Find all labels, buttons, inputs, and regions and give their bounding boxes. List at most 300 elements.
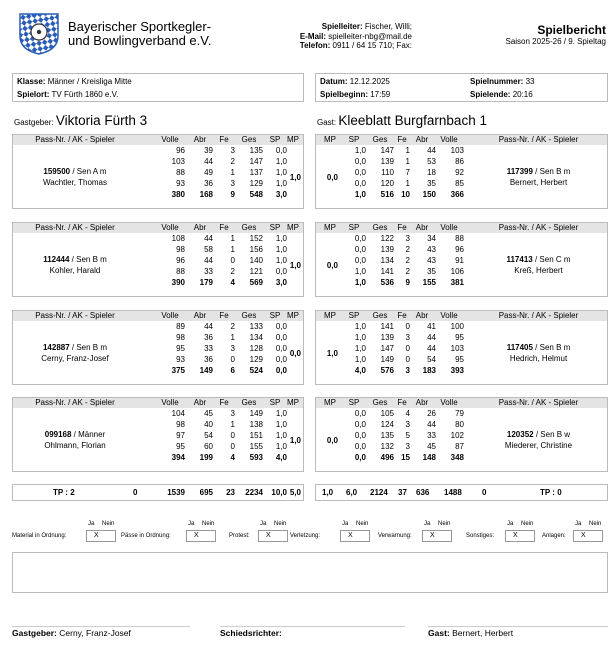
check-box[interactable]: X	[186, 530, 216, 542]
home-lane-value: 49	[204, 168, 213, 177]
home-total-abr: 695	[199, 488, 213, 497]
home-total-value: 3,0	[275, 190, 287, 199]
home-lane-value: 98	[176, 420, 185, 429]
home-col-header: Abr	[193, 398, 207, 407]
away-lane-value: 149	[380, 355, 394, 364]
age-class: / Männer	[71, 430, 106, 439]
away-total-value: 536	[380, 278, 394, 287]
home-lane-value: 96	[176, 146, 185, 155]
away-mp: 1,0	[326, 349, 338, 358]
away-lane-value: 80	[455, 420, 464, 429]
away-lane-value: 87	[455, 442, 464, 451]
away-col-header: MP	[324, 398, 336, 407]
home-tp: TP : 2	[53, 488, 75, 497]
away-lane-value: 44	[427, 333, 436, 342]
away-total-fe: 37	[398, 488, 407, 497]
bskv-logo	[16, 10, 62, 56]
check-label: Sonstiges:	[466, 533, 495, 539]
home-lane-value: 0,0	[275, 333, 287, 342]
home-lane-value: 44	[204, 322, 213, 331]
away-total-ges: 2124	[370, 488, 388, 497]
home-lane-value: 0	[230, 431, 235, 440]
away-total-value: 9	[405, 278, 410, 287]
away-lane-value: 35	[427, 179, 436, 188]
home-total-value: 548	[249, 190, 263, 199]
check-ja-label: Ja	[342, 521, 349, 527]
home-col-header: Volle	[161, 135, 179, 144]
away-lane-value: 34	[427, 234, 436, 243]
away-lane-value: 33	[427, 431, 436, 440]
away-player-block	[315, 222, 608, 297]
home-lane-value: 58	[204, 245, 213, 254]
away-col-header: Abr	[415, 223, 429, 232]
home-signature: Gastgeber: Cerny, Franz-Josef	[12, 626, 190, 638]
home-mp: 1,0	[289, 261, 301, 270]
home-lane-value: 95	[176, 344, 185, 353]
age-class: / Sen B m	[532, 167, 571, 176]
away-lane-value: 105	[380, 409, 394, 418]
away-col-header: Volle	[440, 135, 458, 144]
home-total-value: 593	[249, 453, 263, 462]
check-box[interactable]: X	[86, 530, 116, 542]
away-total-value: 348	[450, 453, 464, 462]
home-lane-value: 104	[171, 409, 185, 418]
home-total-value: 569	[249, 278, 263, 287]
away-header-row	[316, 223, 607, 233]
home-lane-value: 33	[204, 267, 213, 276]
home-player-name: Cerny, Franz-Josef	[41, 354, 109, 363]
home-total-value: 375	[171, 366, 185, 375]
home-lane-value: 40	[204, 420, 213, 429]
away-col-header: Volle	[440, 223, 458, 232]
away-lane-value: 44	[427, 420, 436, 429]
away-total-value: 155	[422, 278, 436, 287]
away-total-value: 1,0	[354, 278, 366, 287]
away-col-header: MP	[324, 135, 336, 144]
check-nein-label: Nein	[274, 521, 287, 527]
away-total-sp: 6,0	[346, 488, 358, 497]
away-lane-value: 0,0	[354, 256, 366, 265]
home-total-value: 390	[171, 278, 185, 287]
home-lane-value: 0,0	[275, 267, 287, 276]
away-total-value: 393	[450, 366, 464, 375]
away-lane-value: 0,0	[354, 168, 366, 177]
away-player-pass	[468, 343, 609, 353]
away-lane-value: 45	[427, 442, 436, 451]
away-total-value: 183	[422, 366, 436, 375]
home-total-volle: 1539	[167, 488, 185, 497]
home-header-row	[13, 135, 303, 145]
home-col-header: Fe	[219, 398, 229, 407]
away-lane-value: 110	[381, 168, 394, 177]
away-col-header: Fe	[397, 311, 407, 320]
home-lane-value: 135	[249, 146, 263, 155]
away-lane-value: 43	[427, 245, 436, 254]
home-lane-value: 1,0	[275, 409, 287, 418]
check-box[interactable]: X	[258, 530, 288, 542]
home-lane-value: 103	[171, 157, 185, 166]
away-lane-value: 35	[427, 267, 436, 276]
away-col-header: Pass-Nr. / AK - Spieler	[498, 135, 579, 144]
away-lane-value: 100	[450, 322, 464, 331]
away-lane-value: 124	[380, 420, 394, 429]
age-class: / Sen B m	[532, 343, 571, 352]
org-title: Bayerischer Sportkegler- und Bowlingverband e.V.	[68, 19, 212, 48]
remarks-box[interactable]	[12, 552, 608, 593]
home-player-block	[12, 310, 304, 385]
home-col-header: Ges	[241, 223, 257, 232]
home-player-pass	[13, 343, 137, 353]
away-lane-value: 0,0	[354, 157, 366, 166]
away-col-header: MP	[324, 311, 336, 320]
pass-number: 120352	[506, 430, 534, 439]
check-label: Anlagen:	[542, 533, 566, 539]
home-col-header: Pass-Nr. / AK - Spieler	[35, 135, 115, 144]
away-col-header: Volle	[440, 311, 458, 320]
home-lane-value: 1,0	[275, 179, 287, 188]
away-lane-value: 88	[455, 234, 464, 243]
home-total-sp: 10,0	[271, 488, 287, 497]
home-col-header: Abr	[193, 311, 207, 320]
away-lane-value: 103	[450, 344, 464, 353]
away-lane-value: 4	[405, 409, 410, 418]
away-lane-value: 102	[450, 431, 464, 440]
check-ja-label: Ja	[424, 521, 431, 527]
home-total-value: 4	[230, 453, 235, 462]
home-lane-value: 0	[230, 442, 235, 451]
away-lane-value: 43	[427, 256, 436, 265]
class-info-box: Klasse: Männer / Kreisliga Mitte Spielort: TV Fürth 1860 e.V.	[12, 73, 304, 102]
home-lane-value: 140	[249, 256, 263, 265]
away-player-name: Kreß, Herbert	[514, 266, 563, 275]
away-lane-value: 139	[380, 333, 394, 342]
home-lane-value: 44	[204, 256, 213, 265]
check-ja-label: Ja	[260, 521, 267, 527]
away-mp: 0,0	[326, 173, 338, 182]
home-total-value: 4	[230, 278, 235, 287]
home-lane-value: 1,0	[275, 442, 287, 451]
away-extra: 0	[482, 488, 487, 497]
home-total-value: 168	[199, 190, 213, 199]
away-tp: TP : 0	[540, 488, 562, 497]
home-lane-value: 36	[204, 355, 213, 364]
home-total-value: 4,0	[275, 453, 287, 462]
away-col-header: Volle	[440, 398, 458, 407]
away-total-value: 10	[401, 190, 410, 199]
home-lane-value: 0	[230, 256, 235, 265]
check-label: Verwarnung:	[378, 533, 412, 539]
home-lane-value: 3	[230, 344, 235, 353]
home-col-header: SP	[269, 223, 281, 232]
away-lane-value: 1	[405, 179, 410, 188]
away-lane-value: 1,0	[354, 322, 366, 331]
away-lane-value: 53	[427, 157, 436, 166]
home-lane-value: 133	[249, 322, 263, 331]
home-header-row	[13, 223, 303, 233]
home-totals-bar	[12, 484, 304, 501]
home-total-value: 524	[249, 366, 263, 375]
away-total-value: 366	[450, 190, 464, 199]
home-lane-value: 1	[230, 168, 235, 177]
away-lane-value: 135	[380, 431, 394, 440]
home-col-header: Pass-Nr. / AK - Spieler	[35, 311, 115, 320]
age-class: / Sen B m	[69, 255, 107, 264]
away-lane-value: 2	[405, 245, 410, 254]
away-lane-value: 134	[380, 256, 394, 265]
away-col-header: Fe	[397, 223, 407, 232]
home-lane-value: 93	[176, 355, 185, 364]
check-box[interactable]: X	[505, 530, 535, 542]
home-lane-value: 95	[176, 442, 185, 451]
home-lane-value: 1,0	[275, 431, 287, 440]
away-lane-value: 95	[455, 355, 464, 364]
away-mp: 0,0	[326, 436, 338, 445]
away-lane-value: 0,0	[354, 234, 366, 243]
away-lane-value: 79	[455, 409, 464, 418]
check-box[interactable]: X	[573, 530, 603, 542]
home-player-pass	[13, 430, 137, 440]
home-lane-value: 88	[176, 267, 185, 276]
away-col-header: Ges	[372, 135, 388, 144]
away-total-mp: 1,0	[322, 488, 334, 497]
pass-number: 159500	[43, 167, 71, 176]
away-col-header: Ges	[372, 311, 388, 320]
home-lane-value: 108	[171, 234, 185, 243]
home-lane-value: 45	[204, 409, 213, 418]
check-box[interactable]: X	[422, 530, 452, 542]
pass-number: 099168	[44, 430, 72, 439]
away-mp: 0,0	[326, 261, 338, 270]
pass-number: 117405	[506, 343, 533, 352]
pass-number: 142887	[42, 343, 70, 352]
home-player-pass	[13, 167, 137, 177]
home-lane-value: 88	[176, 168, 185, 177]
home-total-value: 0,0	[275, 366, 287, 375]
away-col-header: Ges	[372, 398, 388, 407]
home-col-header: MP	[287, 311, 299, 320]
age-class: / Sen B m	[69, 343, 108, 352]
home-lane-value: 89	[176, 322, 185, 331]
home-col-header: SP	[269, 135, 281, 144]
away-col-header: Pass-Nr. / AK - Spieler	[498, 223, 579, 232]
away-player-block	[315, 397, 608, 472]
check-box[interactable]: X	[340, 530, 370, 542]
away-total-value: 576	[380, 366, 394, 375]
home-lane-value: 0	[230, 355, 235, 364]
away-col-header: SP	[348, 135, 360, 144]
away-player-name: Hedrich, Helmut	[509, 354, 568, 363]
home-mp: 1,0	[289, 436, 301, 445]
away-lane-value: 147	[380, 344, 394, 353]
date-info-box: Datum: 12.12.2025 Spielbeginn: 17:59 Spielnummer: 33 Spielende: 20:16	[315, 73, 608, 102]
away-lane-value: 95	[455, 333, 464, 342]
home-col-header: SP	[269, 398, 281, 407]
away-lane-value: 26	[427, 409, 436, 418]
home-lane-value: 2	[230, 322, 235, 331]
home-col-header: Fe	[219, 135, 229, 144]
away-total-value: 15	[401, 453, 410, 462]
home-col-header: MP	[287, 223, 299, 232]
away-totals-bar	[315, 484, 608, 501]
away-lane-value: 0	[405, 322, 410, 331]
away-lane-value: 3	[405, 333, 410, 342]
away-team-heading: Gast: Kleeblatt Burgfarnbach 1	[317, 113, 487, 128]
away-lane-value: 41	[427, 322, 436, 331]
home-lane-value: 36	[204, 333, 213, 342]
away-col-header: SP	[348, 311, 360, 320]
home-lane-value: 44	[204, 157, 213, 166]
away-lane-value: 0	[405, 355, 410, 364]
away-col-header: Abr	[415, 135, 429, 144]
home-lane-value: 1,0	[275, 168, 287, 177]
away-lane-value: 0,0	[354, 420, 366, 429]
home-player-block	[12, 397, 304, 472]
home-lane-value: 1,0	[275, 256, 287, 265]
home-mp: 0,0	[289, 349, 301, 358]
away-lane-value: 132	[380, 442, 394, 451]
home-lane-value: 151	[249, 431, 263, 440]
home-lane-value: 1	[230, 420, 235, 429]
home-lane-value: 156	[249, 245, 263, 254]
home-lane-value: 0,0	[275, 355, 287, 364]
home-team-heading: Gastgeber: Viktoria Fürth 3	[14, 113, 148, 128]
home-header-row	[13, 311, 303, 321]
home-lane-value: 149	[249, 409, 263, 418]
away-lane-value: 1,0	[354, 333, 366, 342]
home-lane-value: 36	[204, 179, 213, 188]
away-lane-value: 7	[405, 168, 410, 177]
check-nein-label: Nein	[438, 521, 451, 527]
home-lane-value: 33	[204, 344, 213, 353]
away-lane-value: 3	[405, 442, 410, 451]
away-col-header: Pass-Nr. / AK - Spieler	[498, 398, 579, 407]
home-total-value: 3,0	[275, 278, 287, 287]
away-total-value: 150	[422, 190, 436, 199]
away-lane-value: 0,0	[354, 245, 366, 254]
home-lane-value: 155	[249, 442, 263, 451]
check-nein-label: Nein	[521, 521, 534, 527]
pass-number: 117413	[506, 255, 533, 264]
away-player-pass	[468, 430, 609, 440]
contact-block: Spielleiter: Fischer, Willi; E-Mail: spielleiter-nbg@mail.de Telefon: 0911 / 64 15 710; Fax:	[299, 22, 412, 50]
away-total-value: 1,0	[354, 190, 366, 199]
home-lane-value: 0,0	[275, 146, 287, 155]
check-ja-label: Ja	[88, 521, 95, 527]
away-lane-value: 3	[405, 420, 410, 429]
home-lane-value: 137	[249, 168, 263, 177]
away-lane-value: 1,0	[354, 355, 366, 364]
home-lane-value: 2	[230, 267, 235, 276]
away-lane-value: 139	[380, 157, 394, 166]
check-label: Protest:	[229, 533, 250, 539]
away-lane-value: 92	[455, 168, 464, 177]
away-lane-value: 85	[455, 179, 464, 188]
home-total-value: 6	[230, 366, 235, 375]
away-lane-value: 1	[405, 146, 410, 155]
check-ja-label: Ja	[188, 521, 195, 527]
home-total-value: 199	[199, 453, 213, 462]
home-lane-value: 121	[249, 267, 263, 276]
away-col-header: SP	[348, 223, 360, 232]
home-col-header: Ges	[241, 135, 257, 144]
home-lane-value: 2	[230, 157, 235, 166]
home-total-fe: 23	[226, 488, 235, 497]
home-lane-value: 129	[249, 355, 263, 364]
away-total-abr: 636	[416, 488, 430, 497]
check-ja-label: Ja	[575, 521, 582, 527]
away-lane-value: 1	[405, 157, 410, 166]
away-lane-value: 44	[427, 146, 436, 155]
home-lane-value: 1	[230, 234, 235, 243]
home-col-header: Volle	[161, 223, 179, 232]
away-player-block	[315, 134, 608, 209]
away-lane-value: 3	[405, 234, 410, 243]
home-lane-value: 60	[204, 442, 213, 451]
home-lane-value: 1,0	[275, 420, 287, 429]
away-total-value: 0,0	[354, 453, 366, 462]
away-player-name: Miederer, Christine	[504, 441, 573, 450]
away-player-pass	[468, 167, 609, 177]
away-lane-value: 54	[427, 355, 436, 364]
away-lane-value: 122	[380, 234, 394, 243]
check-ja-label: Ja	[507, 521, 514, 527]
away-total-value: 4,0	[354, 366, 366, 375]
away-signature: Gast: Bernert, Herbert	[428, 626, 608, 638]
home-col-header: Volle	[161, 311, 179, 320]
away-lane-value: 2	[405, 267, 410, 276]
check-nein-label: Nein	[589, 521, 602, 527]
home-lane-value: 152	[249, 234, 263, 243]
away-total-value: 381	[450, 278, 464, 287]
home-lane-value: 97	[176, 431, 185, 440]
home-lane-value: 54	[204, 431, 213, 440]
home-player-block	[12, 222, 304, 297]
home-player-block	[12, 134, 304, 209]
away-lane-value: 91	[455, 256, 464, 265]
away-header-row	[316, 135, 607, 145]
home-col-header: Ges	[241, 398, 257, 407]
home-player-name: Kohler, Harald	[49, 266, 101, 275]
home-col-header: Abr	[193, 223, 207, 232]
home-lane-value: 93	[176, 179, 185, 188]
away-total-value: 3	[405, 366, 410, 375]
away-total-value: 496	[380, 453, 394, 462]
away-total-value: 148	[422, 453, 436, 462]
away-lane-value: 86	[455, 157, 464, 166]
home-col-header: MP	[287, 135, 299, 144]
home-lane-value: 1,0	[275, 234, 287, 243]
home-player-pass	[13, 255, 137, 265]
away-lane-value: 1,0	[354, 146, 366, 155]
check-nein-label: Nein	[356, 521, 369, 527]
pass-number: 117399	[506, 167, 533, 176]
away-lane-value: 147	[380, 146, 394, 155]
away-col-header: SP	[348, 398, 360, 407]
age-class: / Sen C m	[532, 255, 571, 264]
home-header-row	[13, 398, 303, 408]
away-lane-value: 106	[450, 267, 464, 276]
home-lane-value: 138	[249, 420, 263, 429]
check-nein-label: Nein	[202, 521, 215, 527]
home-col-header: Fe	[219, 311, 229, 320]
away-header-row	[316, 398, 607, 408]
home-lane-value: 129	[249, 179, 263, 188]
home-lane-value: 1,0	[275, 245, 287, 254]
home-lane-value: 0,0	[275, 344, 287, 353]
away-lane-value: 0,0	[354, 431, 366, 440]
home-col-header: Ges	[241, 311, 257, 320]
away-lane-value: 141	[380, 267, 394, 276]
